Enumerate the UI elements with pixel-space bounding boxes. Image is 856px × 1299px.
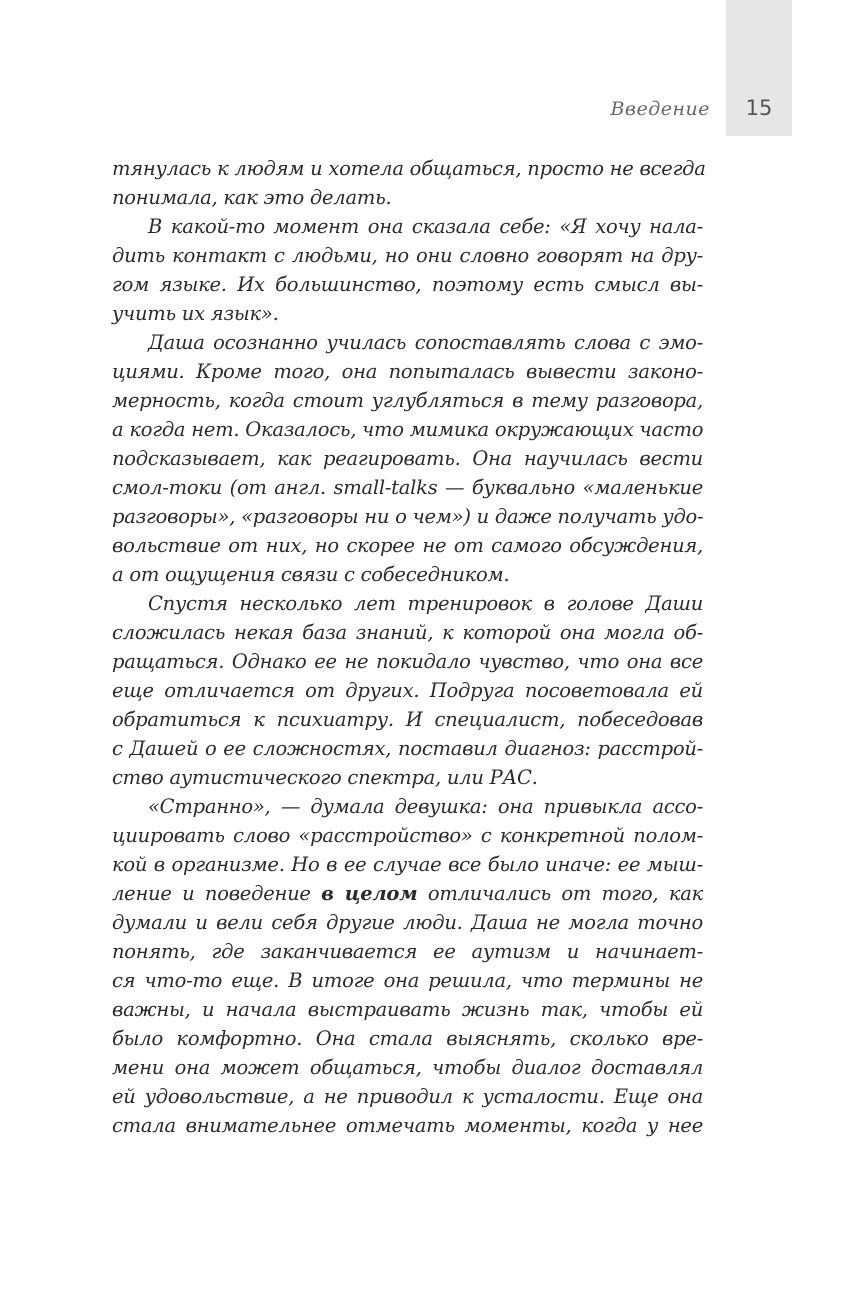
text-line: понимала, как это делать.: [112, 186, 392, 209]
text-line: циями. Кроме того, она попыталась вывести законо-: [112, 360, 703, 383]
text-line: циировать слово «расстройство» с конкретной полом-: [112, 824, 703, 847]
text-line: ство аутистического спектра, или РАС.: [112, 766, 538, 789]
body-text: [112, 154, 706, 1140]
text-line: учить их язык».: [112, 302, 279, 325]
running-head: Введение: [610, 98, 710, 120]
text-line: было комфортно. Она стала выяснять, сколько вре-: [112, 1027, 703, 1050]
text-line: с Дашей о ее сложностях, поставил диагноз: расстрой-: [112, 737, 703, 760]
text-line: кой в организме. Но в ее случае все было иначе: ее мыш-: [112, 853, 703, 876]
text-line: ращаться. Однако ее не покидало чувство, что она все: [112, 650, 703, 673]
text-line: вольствие от них, но скорее не от самого обсуждения,: [112, 534, 703, 557]
text-line: Спустя несколько лет тренировок в голове Даши: [148, 592, 703, 615]
text-line: а когда нет. Оказалось, что мимика окружающих часто: [112, 418, 704, 441]
text-line: тянулась к людям и хотела общаться, просто не всегда: [112, 157, 706, 180]
text-line: мерность, когда стоит углубляться в тему разговора,: [112, 389, 703, 412]
text-line: стала внимательнее отмечать моменты, когда у нее: [112, 1114, 703, 1137]
text-line: гом языке. Их большинство, поэтому есть смысл вы-: [112, 273, 703, 296]
text-line: ей удовольствие, а не приводил к усталости. Еще она: [112, 1085, 703, 1108]
text-line: обратиться к психиатру. И специалист, побеседовав: [112, 708, 703, 731]
text-line: Даша осознанно училась сопоставлять слова с эмо-: [148, 331, 703, 354]
text-line: смол-токи (от англ. small-talks — буквально «маленькие: [112, 476, 703, 499]
text-line: еще отличается от других. Подруга посоветовала ей: [112, 679, 703, 702]
text-line: дить контакт с людьми, но они словно говорят на дру-: [112, 244, 703, 267]
text-line: В какой-то момент она сказала себе: «Я хочу нала-: [148, 215, 703, 238]
text-line: ся что-то еще. В итоге она решила, что термины не: [112, 969, 703, 992]
text-line: разговоры», «разговоры ни о чем») и даже получать удо-: [112, 505, 704, 528]
text-line: «Странно», — думала девушка: она привыкла ассо-: [148, 795, 703, 818]
text-line: а от ощущения связи с собеседником.: [112, 563, 510, 586]
text-line: мени она может общаться, чтобы диалог доставлял: [112, 1056, 703, 1079]
text-run: ление и поведение: [112, 882, 322, 905]
text-run: отличались от того, как: [417, 882, 703, 905]
page-number: 15: [745, 96, 773, 120]
text-line: подсказывает, как реагировать. Она научилась вести: [112, 447, 703, 470]
text-line: важны, и начала выстраивать жизнь так, чтобы ей: [112, 998, 703, 1021]
text-line: сложилась некая база знаний, к которой она могла об-: [112, 621, 703, 644]
text-line-with-emphasis: [112, 879, 703, 908]
text-line: думали и вели себя другие люди. Даша не могла точно: [112, 911, 703, 934]
text-line: понять, где заканчивается ее аутизм и начинает-: [112, 940, 703, 963]
emphasis-text: в целом: [321, 882, 418, 905]
